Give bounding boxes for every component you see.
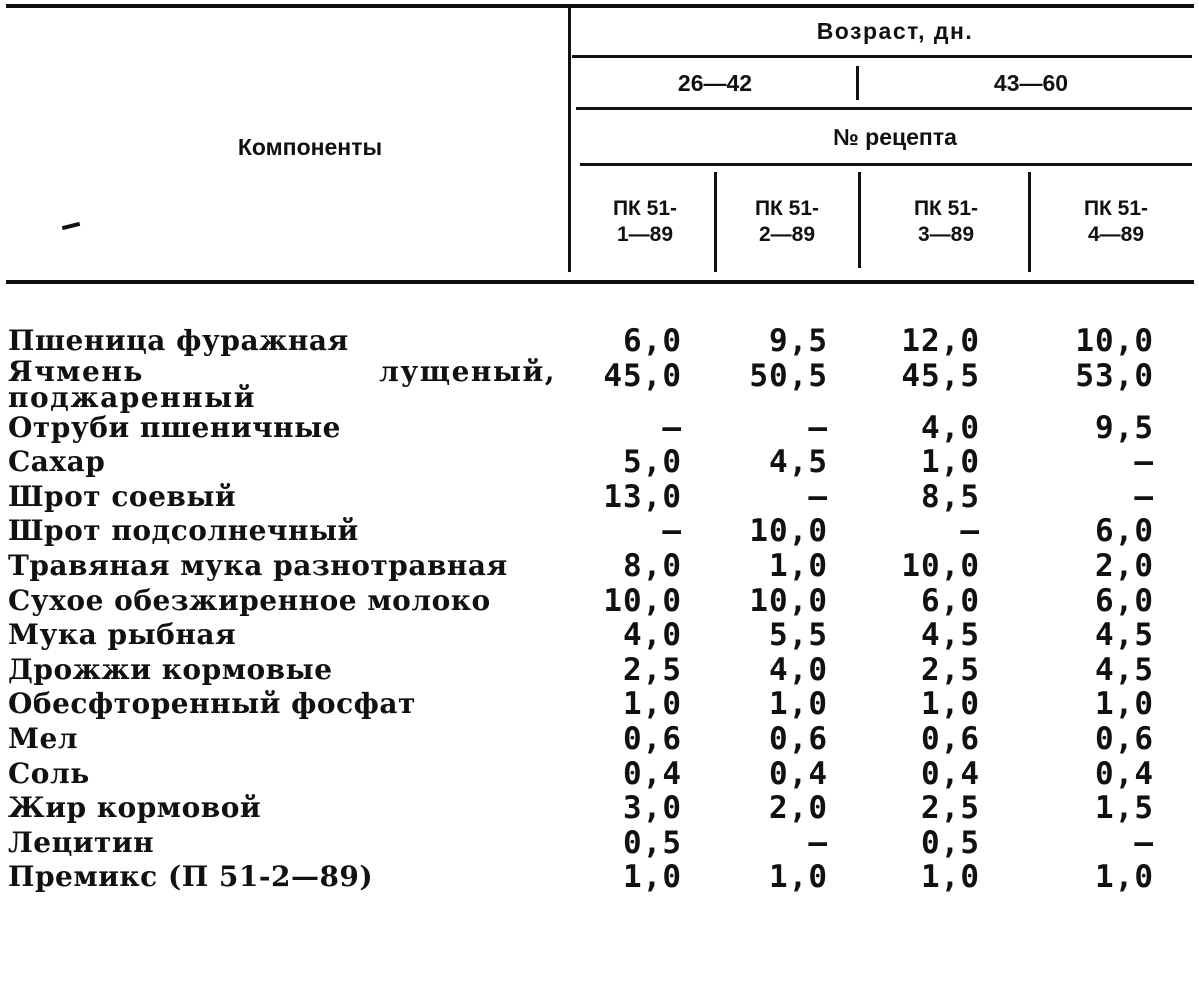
- row-name: Мел: [8, 721, 79, 755]
- row-value: 1,0: [769, 686, 828, 723]
- recipe-code-3-line1: ПК 51-: [913, 197, 979, 220]
- recipe-code-2-line1: ПК 51-: [754, 197, 820, 220]
- recipe-code-2-line2: 2—89: [758, 223, 816, 246]
- row-value: 0,5: [623, 824, 682, 861]
- row-value: 4,5: [769, 444, 828, 481]
- age-header-rule: [572, 55, 1192, 58]
- row-value: 6,0: [1095, 582, 1154, 619]
- row-name: Шрот подсолнечный: [8, 514, 359, 548]
- recipe-code-3-line2: 3—89: [917, 223, 975, 246]
- row-name: Премикс (П 51-2—89): [8, 860, 374, 894]
- row-value: 0,6: [1095, 720, 1154, 757]
- recipe-divider-1: [714, 172, 717, 272]
- row-value: 1,5: [1095, 790, 1154, 827]
- row-name: Отруби пшеничные: [8, 410, 341, 444]
- recipe-divider-2: [858, 172, 861, 268]
- row-value: 13,0: [603, 478, 682, 515]
- row-value: —: [662, 513, 682, 550]
- recipe-label-rule: [580, 163, 1192, 166]
- row-value: 53,0: [1075, 357, 1154, 394]
- row-value: 4,5: [1095, 617, 1154, 654]
- row-value: 50,5: [749, 357, 828, 394]
- row-value: 0,4: [1095, 755, 1154, 792]
- table-row: [8, 618, 1188, 653]
- row-name: Шрот соевый: [8, 479, 237, 513]
- table-row: [8, 687, 1188, 722]
- recipe-code-4-line2: 4—89: [1087, 223, 1145, 246]
- row-name: Лецитин: [8, 825, 155, 859]
- row-value: 6,0: [921, 582, 980, 619]
- row-value: 45,5: [901, 357, 980, 394]
- row-value: —: [808, 478, 828, 515]
- row-value: 2,5: [623, 651, 682, 688]
- top-rule: [6, 4, 1194, 8]
- age-header: Возраст, дн.: [816, 18, 974, 44]
- table-row: [8, 826, 1188, 861]
- row-value: 0,4: [769, 755, 828, 792]
- table-row: [8, 354, 1188, 414]
- row-value: 0,6: [921, 720, 980, 757]
- row-value: 1,0: [769, 547, 828, 584]
- row-value: 2,0: [769, 790, 828, 827]
- recipe-code-1-line2: 1—89: [616, 223, 674, 246]
- recipe-code-4: [1046, 196, 1186, 248]
- row-value: 5,5: [769, 617, 828, 654]
- row-value: —: [960, 513, 980, 550]
- row-value: —: [808, 409, 828, 446]
- age-group-2: 43—60: [993, 70, 1069, 96]
- row-value: 4,5: [921, 617, 980, 654]
- recipe-code-4-line1: ПК 51-: [1083, 197, 1149, 220]
- row-value: 0,5: [921, 824, 980, 861]
- row-value: 0,4: [921, 755, 980, 792]
- row-value: 4,0: [921, 409, 980, 446]
- row-value: 6,0: [623, 323, 682, 359]
- table-row: [8, 324, 1188, 359]
- row-value: 0,4: [623, 755, 682, 792]
- row-value: 45,0: [603, 357, 682, 394]
- ingredients-table: [8, 324, 1188, 895]
- row-name: Мука рыбная: [8, 618, 237, 652]
- row-name: Травяная мука разнотравная: [8, 548, 508, 582]
- row-value: 6,0: [1095, 513, 1154, 550]
- row-value: 3,0: [623, 790, 682, 827]
- row-value: 0,6: [623, 720, 682, 757]
- table-row: [8, 860, 1188, 895]
- table-row: [8, 653, 1188, 688]
- row-value: —: [808, 824, 828, 861]
- row-value: 8,5: [921, 478, 980, 515]
- row-value: —: [662, 409, 682, 446]
- table-row: [8, 514, 1188, 549]
- row-value: 4,0: [623, 617, 682, 654]
- table-row: [8, 722, 1188, 757]
- table-row: [8, 757, 1188, 792]
- row-value: 5,0: [623, 444, 682, 481]
- age-groups-rule: [576, 107, 1192, 110]
- row-name: Ячмень лущеный, поджаренный: [8, 354, 556, 414]
- row-value: 4,0: [769, 651, 828, 688]
- row-value: 1,0: [1095, 686, 1154, 723]
- table-row: [8, 549, 1188, 584]
- components-divider: [568, 8, 571, 272]
- row-value: 0,6: [769, 720, 828, 757]
- row-name: Сухое обезжиренное молоко: [8, 583, 491, 617]
- table-row: [8, 411, 1188, 446]
- row-value: —: [1134, 444, 1154, 481]
- row-value: 1,0: [623, 686, 682, 723]
- row-value: 9,5: [1095, 409, 1154, 446]
- row-value: 10,0: [749, 582, 828, 619]
- row-value: 10,0: [901, 547, 980, 584]
- recipe-code-1: [582, 196, 708, 248]
- recipe-code-1-line1: ПК 51-: [612, 197, 678, 220]
- row-value: 1,0: [921, 686, 980, 723]
- row-value: 2,5: [921, 790, 980, 827]
- stray-mark: [62, 222, 80, 230]
- recipe-code-3: [876, 196, 1016, 248]
- row-value: 10,0: [749, 513, 828, 550]
- table-row: [8, 445, 1188, 480]
- table-row: [8, 791, 1188, 826]
- row-value: 1,0: [769, 859, 828, 896]
- row-value: 1,0: [921, 444, 980, 481]
- row-name: Обесфторенный фосфат: [8, 687, 416, 721]
- row-value: 12,0: [901, 323, 980, 359]
- row-name: Пшеница фуражная: [8, 324, 349, 357]
- header-bottom-rule: [6, 280, 1194, 284]
- row-value: —: [1134, 824, 1154, 861]
- table-row: [8, 584, 1188, 619]
- row-value: 1,0: [1095, 859, 1154, 896]
- row-value: 2,0: [1095, 547, 1154, 584]
- row-value: 10,0: [1075, 323, 1154, 359]
- age-group-divider: [856, 66, 859, 100]
- row-value: 2,5: [921, 651, 980, 688]
- row-value: 1,0: [623, 859, 682, 896]
- recipe-header: № рецепта: [833, 124, 957, 150]
- recipe-divider-3: [1028, 172, 1031, 272]
- row-name: Сахар: [8, 445, 106, 479]
- row-value: 8,0: [623, 547, 682, 584]
- row-value: 10,0: [603, 582, 682, 619]
- row-value: 9,5: [769, 323, 828, 359]
- row-name: Дрожжи кормовые: [8, 652, 333, 686]
- table-row: [8, 480, 1188, 515]
- row-name: Соль: [8, 756, 90, 790]
- age-group-1: 26—42: [677, 70, 753, 96]
- components-header: Компоненты: [237, 134, 383, 160]
- row-value: 1,0: [921, 859, 980, 896]
- recipe-code-2: [724, 196, 850, 248]
- row-name: Жир кормовой: [8, 791, 262, 825]
- row-value: —: [1134, 478, 1154, 515]
- row-value: 4,5: [1095, 651, 1154, 688]
